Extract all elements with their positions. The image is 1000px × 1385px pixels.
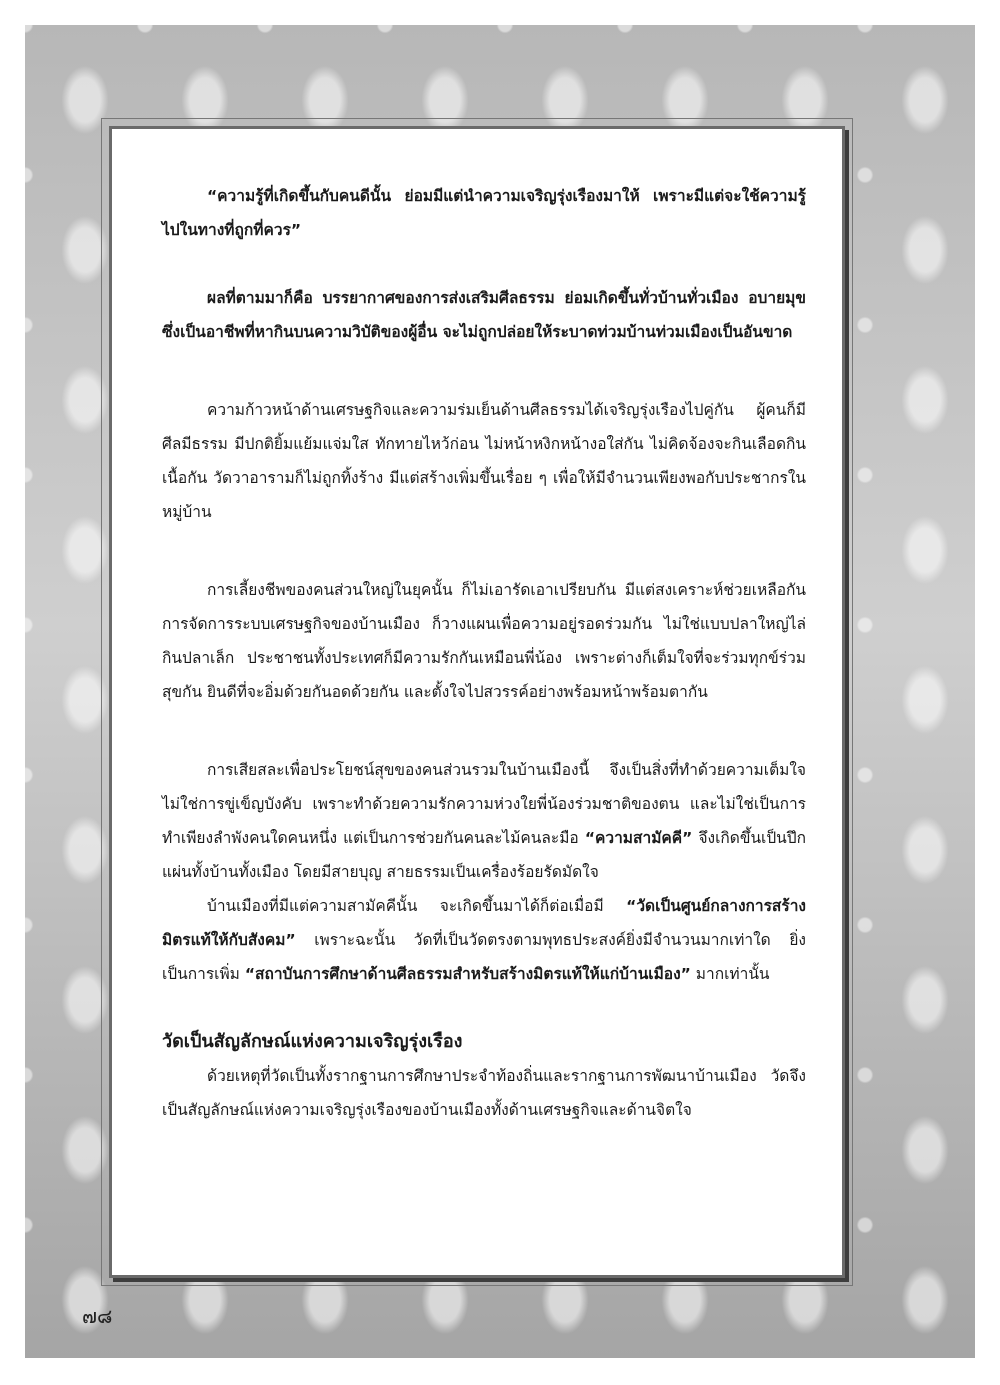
page-text bbox=[162, 179, 806, 1127]
section-heading: วัดเป็นสัญลักษณ์แห่งความเจริญรุ่งเรือง bbox=[162, 1031, 463, 1052]
content-frame bbox=[109, 126, 845, 1278]
paragraph-temple-text: บ้านเมืองที่มีแต่ความสามัคคีนั้น จะเกิดขึ้นมาได้ก็ต่อเมื่อมี bbox=[207, 897, 627, 915]
temple-center-term: “วัดเป็นศูนย์กลางการสร้างมิตรแท้ให้กับสังคม” bbox=[162, 897, 806, 949]
paragraph-symbol: ด้วยเหตุที่วัดเป็นทั้งรากฐานการศึกษาประจำท้องถิ่นและรากฐานการพัฒนาบ้านเมือง วัดจึงเป็นสัญลักษณ์แห่งความเจริญรุ่งเรืองของบ้านเมืองทั้งด้านเศรษฐกิจและด้านจิตใจ bbox=[162, 1067, 806, 1119]
paragraph-temple-end: มากเท่านั้น bbox=[690, 965, 770, 983]
paragraph-sacrifice-text: การเสียสละเพื่อประโยชน์สุขของคนส่วนรวมในบ้านเมืองนี้ จึงเป็นสิ่งที่ทำด้วยความเต็มใจ ไม่ใช่การขู่เข็ญบังคับ เพราะทำด้วยความรักความห่วงใยพี่น้องร่วมชาติของตน และไม่ใช่เป็นการทำเพียงลำพังคนใดคนหนึ่ง แต่เป็นการช่วยกันคนละไม้คนละมือ bbox=[162, 761, 806, 847]
paragraph-progress: ความก้าวหน้าด้านเศรษฐกิจและความร่มเย็นด้านศีลธรรมได้เจริญรุ่งเรืองไปคู่กัน ผู้คนก็มีศีลมีธรรม มีปกติยิ้มแย้มแจ่มใส ทักทายไหว้ก่อน ไม่หน้าหงิกหน้างอใส่กัน ไม่คิดจ้องจะกินเลือดกินเนื้อกัน วัดวาอารามก็ไม่ถูกทิ้งร้าง มีแต่สร้างเพิ่มขึ้นเรื่อย ๆ เพื่อให้มีจำนวนเพียงพอกับประชากรในหมู่บ้าน bbox=[162, 401, 806, 521]
paragraph-temple-middle: เพราะฉะนั้น วัดที่เป็นวัดตรงตามพุทธประสงค์ยิ่งมีจำนวนมากเท่าใด ยิ่งเป็นการเพิ่ม bbox=[162, 931, 806, 983]
paragraph-sacrifice-end: จึงเกิดขึ้นเป็นปึกแผ่นทั้งบ้านทั้งเมือง โดยมีสายบุญ สายธรรมเป็นเครื่องร้อยรัดมัดใจ bbox=[162, 829, 806, 881]
quote-paragraph: “ความรู้ที่เกิดขึ้นกับคนดีนั้น ย่อมมีแต่นำความเจริญรุ่งเรืองมาให้ เพราะมีแต่จะใช้ความรู้ไปในทางที่ถูกที่ควร” bbox=[162, 187, 806, 239]
unity-term: “ความสามัคคี” bbox=[584, 829, 693, 847]
page-number: ๗๘ bbox=[82, 1304, 113, 1328]
paragraph-result: ผลที่ตามมาก็คือ บรรยากาศของการส่งเสริมศีลธรรม ย่อมเกิดขึ้นทั่วบ้านทั่วเมือง อบายมุขซึ่งเป็นอาชีพที่หากินบนความวิบัติของผู้อื่น จะไม่ถูกปล่อยให้ระบาดท่วมบ้านท่วมเมืองเป็นอันขาด bbox=[162, 289, 806, 341]
paragraph-temple-center bbox=[162, 889, 806, 991]
paragraph-livelihood: การเลี้ยงชีพของคนส่วนใหญ่ในยุคนั้น ก็ไม่เอารัดเอาเปรียบกัน มีแต่สงเคราะห์ช่วยเหลือกัน การจัดการระบบเศรษฐกิจของบ้านเมือง ก็วางแผนเพื่อความอยู่รอดร่วมกัน ไม่ใช่แบบปลาใหญ่ไล่กินปลาเล็ก ประชาชนทั้งประเทศก็มีความรักกันเหมือนพี่น้อง เพราะต่างก็เต็มใจที่จะร่วมทุกข์ร่วมสุขกัน ยินดีที่จะอิ่มด้วยกันอดด้วยกัน และตั้งใจไปสวรรค์อย่างพร้อมหน้าพร้อมตากัน bbox=[162, 581, 806, 701]
paragraph-sacrifice bbox=[162, 753, 806, 889]
ethics-institute-term: “สถาบันการศึกษาด้านศีลธรรมสำหรับสร้างมิตรแท้ให้แก่บ้านเมือง” bbox=[244, 965, 691, 983]
